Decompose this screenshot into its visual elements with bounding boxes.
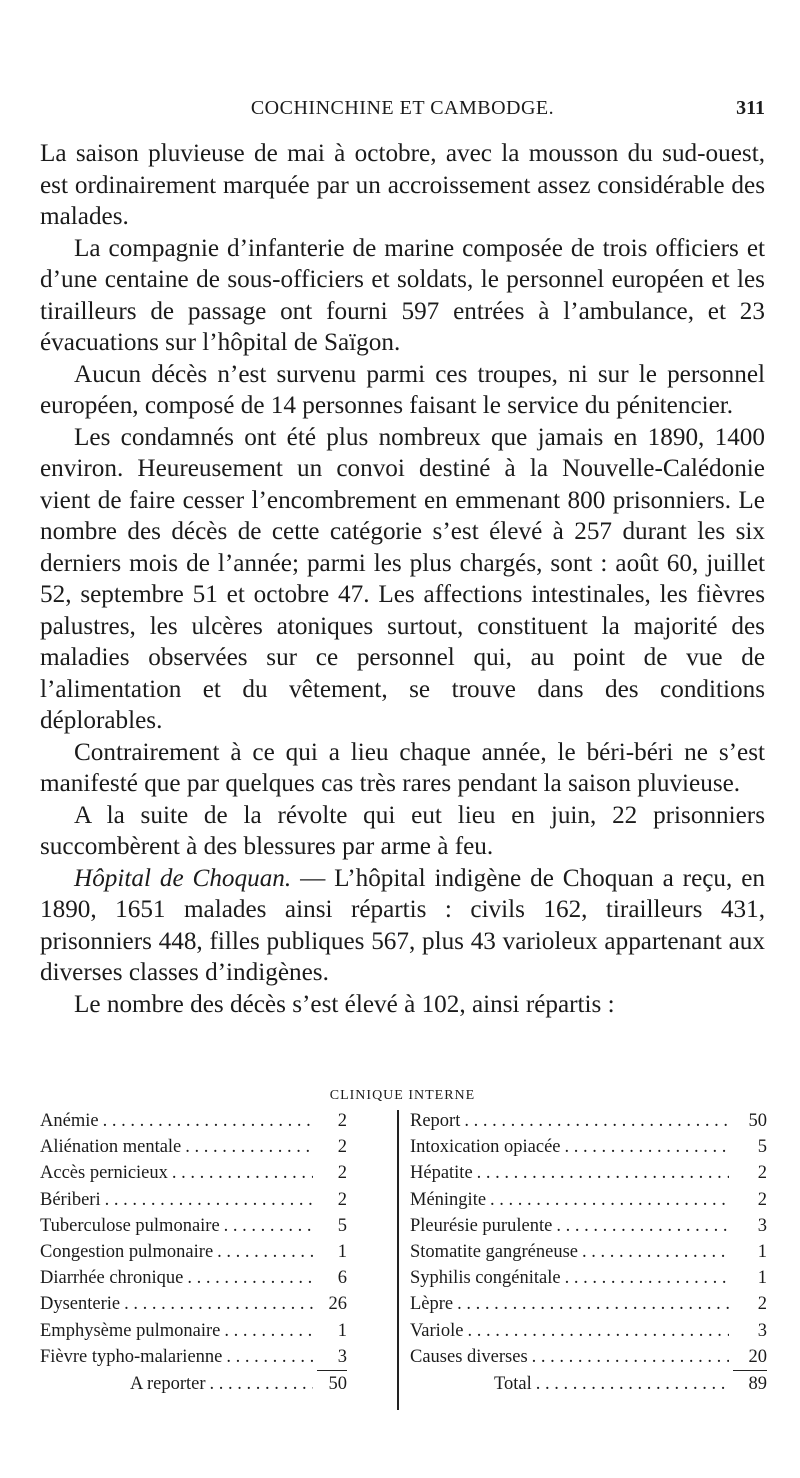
cause-label: Tuberculose pulmonaire	[40, 1215, 220, 1236]
paragraph-beriberi: Contrairement à ce qui a lieu chaque année, le béri-béri ne s’est manifesté que par quelques cas très rares pendant la saison pluvieuse.	[40, 738, 765, 797]
body-text	[40, 138, 765, 1020]
table-row	[410, 1239, 767, 1265]
cause-label: Intoxication opiacée	[410, 1137, 561, 1158]
leader-dots	[464, 1108, 729, 1134]
cause-label: Causes diverses	[410, 1346, 528, 1367]
death-count: 3	[757, 1215, 767, 1236]
running-head	[40, 93, 765, 123]
death-count: 3	[757, 1320, 767, 1341]
cause-label: Hépatite	[410, 1163, 473, 1184]
death-count: 5	[757, 1137, 767, 1158]
leader-dots	[217, 1239, 313, 1265]
leader-dots	[172, 1160, 313, 1186]
table-row	[410, 1265, 767, 1291]
table-row	[40, 1318, 347, 1344]
table-row	[40, 1134, 347, 1160]
total-row	[410, 1370, 767, 1396]
table-row	[40, 1160, 347, 1186]
cause-label: Aliénation mentale	[40, 1137, 182, 1158]
total-label: A reporter	[130, 1373, 206, 1394]
leader-dots	[210, 1371, 313, 1397]
table-left-column	[40, 1108, 347, 1396]
death-count: 20	[748, 1346, 767, 1367]
leader-dots	[103, 1108, 313, 1134]
cause-label: Diarrhée chronique	[40, 1268, 184, 1289]
death-count: 26	[328, 1294, 347, 1315]
paragraph-deaths-intro: Le nombre des décès s’est élevé à 102, ainsi répartis :	[74, 990, 615, 1018]
table-row	[40, 1213, 347, 1239]
cause-label: Emphysème pulmonaire	[40, 1320, 221, 1341]
leader-dots	[187, 1265, 313, 1291]
leader-dots	[185, 1134, 313, 1160]
leader-dots	[457, 1291, 729, 1317]
leader-dots	[105, 1187, 313, 1213]
cause-label: Stomatite gangréneuse	[410, 1241, 578, 1262]
death-count: 6	[337, 1268, 347, 1289]
table-row	[40, 1291, 347, 1317]
paragraph-no-deaths: Aucun décès n’est survenu parmi ces troupes, ni sur le personnel européen, composé de 14 personnes faisant le service du pénitencier.	[40, 360, 765, 419]
leader-dots	[556, 1213, 729, 1239]
table-title: CLINIQUE INTERNE	[329, 1088, 476, 1103]
cause-label: Variole	[410, 1320, 464, 1341]
leader-dots	[226, 1344, 313, 1370]
death-count: 2	[337, 1189, 347, 1210]
table-row	[40, 1187, 347, 1213]
leader-dots	[532, 1344, 729, 1370]
table-right-column	[410, 1108, 767, 1396]
paragraph-choquan-hospital	[40, 863, 765, 989]
death-count: 2	[337, 1137, 347, 1158]
column-divider	[397, 1110, 399, 1410]
cause-label: Anémie	[40, 1111, 99, 1131]
cause-label: Report	[410, 1111, 461, 1131]
table-row	[410, 1344, 767, 1370]
leader-dots	[467, 1318, 729, 1344]
leader-dots	[224, 1318, 313, 1344]
death-count: 5	[337, 1215, 347, 1236]
cause-label: Dysenterie	[40, 1294, 121, 1315]
table-row	[40, 1108, 347, 1134]
death-count: 50	[748, 1111, 767, 1131]
total-row	[40, 1370, 347, 1396]
death-count: 2	[757, 1294, 767, 1315]
running-title: COCHINCHINE ET CAMBODGE.	[250, 97, 555, 119]
cause-label: Lèpre	[410, 1294, 454, 1315]
leader-dots	[224, 1213, 313, 1239]
death-count: 1	[757, 1268, 767, 1289]
leader-dots	[477, 1160, 729, 1186]
death-count: 2	[337, 1163, 347, 1184]
cause-label: Fièvre typho-malarienne	[40, 1346, 223, 1367]
table-row	[410, 1213, 767, 1239]
table-row	[410, 1134, 767, 1160]
choquan-text: — L’hôpital indigène de Choquan a reçu, en 1890, 1651 malades ainsi répartis : civils 162, tirailleurs 431, prisonniers 448, filles publiques 567, plus 43 varioleux appartenant aux diverses classes d’indigènes.	[40, 864, 765, 986]
page-number: 311	[736, 97, 765, 119]
cause-label: Syphilis congénitale	[410, 1268, 561, 1289]
death-count: 2	[337, 1111, 347, 1131]
cause-label: Bériberi	[40, 1189, 101, 1210]
section-heading-choquan: Hôpital de Choquan.	[74, 864, 292, 892]
table-row	[410, 1108, 767, 1134]
death-count: 2	[757, 1189, 767, 1210]
table-row	[40, 1344, 347, 1370]
table-row	[410, 1291, 767, 1317]
cause-label: Pleurésie purulente	[410, 1215, 553, 1236]
leader-dots	[124, 1291, 313, 1317]
table-row	[410, 1187, 767, 1213]
table-row	[410, 1160, 767, 1186]
cause-label: Congestion pulmonaire	[40, 1241, 214, 1262]
leader-dots	[536, 1371, 729, 1397]
death-count: 1	[337, 1320, 347, 1341]
total-label: Total	[494, 1373, 532, 1394]
paragraph-infantry-company: La compagnie d’infanterie de marine composée de trois officiers et d’une centaine de sous-officiers et soldats, le personnel européen et les tirailleurs de passage ont fourni 597 entrées à l’ambulance, et 23 évacuations sur l’hôpital de Saïgon.	[40, 234, 765, 356]
table-row	[40, 1265, 347, 1291]
cause-label: Accès pernicieux	[40, 1163, 168, 1184]
paragraph-rainy-season: La saison pluvieuse de mai à octobre, avec la mousson du sud-ouest, est ordinairement marquée par un accroissement assez considérable des malades.	[40, 140, 765, 230]
death-count: 2	[757, 1163, 767, 1184]
death-count: 3	[337, 1346, 347, 1367]
paragraph-revolt: A la suite de la révolte qui eut lieu en juin, 22 prisonniers succombèrent à des blessures par arme à feu.	[40, 801, 765, 860]
leader-dots	[565, 1134, 729, 1160]
leader-dots	[582, 1239, 729, 1265]
leader-dots	[490, 1187, 729, 1213]
leader-dots	[565, 1265, 729, 1291]
table-row	[40, 1239, 347, 1265]
paragraph-convicts: Les condamnés ont été plus nombreux que jamais en 1890, 1400 environ. Heureusement un convoi destiné à la Nouvelle-Calédonie vient de faire cesser l’encombrement en emmenant 800 prisonniers. Le nombre des décès de cette catégorie s’est élevé à 257 durant les six derniers mois de l’année; parmi les plus chargés, sont : août 60, juillet 52, septembre 51 et octobre 47. Les affections intestinales, les fièvres palustres, les ulcères atoniques surtout, constituent la majorité des maladies observées sur ce personnel qui, au point de vue de l’alimentation et du vêtement, se trouve dans des conditions déplorables.	[40, 423, 765, 734]
total-value: 89	[733, 1370, 767, 1397]
total-value: 50	[317, 1370, 347, 1397]
cause-label: Méningite	[410, 1189, 487, 1210]
death-count: 1	[757, 1241, 767, 1262]
death-count: 1	[337, 1241, 347, 1262]
table-row	[410, 1318, 767, 1344]
